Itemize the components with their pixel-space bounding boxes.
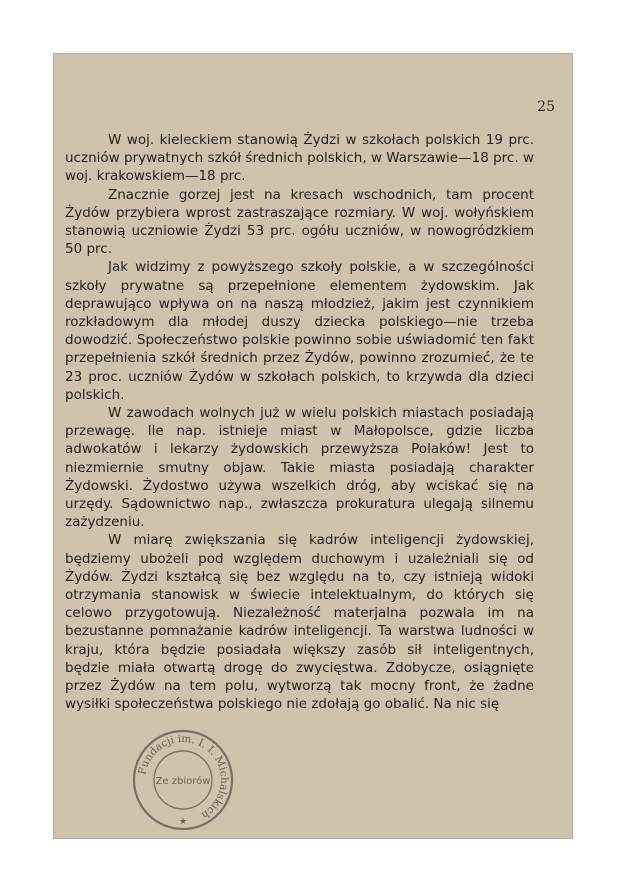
- paragraph-4: W zawodach wolnych już w wielu polskich miastach posiadają przewagę. Ile nap. istnieje miast w Małopolsce, gdzie liczba adwokatów i lekarzy żydowskich przewyższa Polaków! Jest to niezmiernie smutny objaw. Takie miasta posiadają charakter Żydowski. Żydostwo używa wszelkich dróg, aby wciskać się na urzędy. Sądownictwo nap., zwłaszcza prokuratura ulegają silnemu zażydzeniu.: [65, 405, 534, 531]
- paragraph-3: Jak widzimy z powyższego szkoły polskie, a w szczególności szkoły prywatne są przepełnione elementem żydowskim. Jak deprawująco wpływa on na naszą młodzież, jakim jest czynnikiem rozkładowym dla młodej duszy dziecka polskiego—nie trzeba dowodzić. Społeczeństwo polskie powinno sobie uświadomić ten fakt przepełnienia szkół średnich przez Żydów, powinno zrozumieć, że te 23 proc. uczniów Żydów w szkołach polskich, to krzywda dla dzieci polskich.: [65, 259, 534, 403]
- star-icon: ★: [178, 817, 188, 827]
- paragraph-5: W miarę zwiększania się kadrów inteligencji żydowskiej, będziemy ubożeli pod względem duchowym i uzależniali się od Żydów. Żydzi kształcą się bez względu na to, czy istnieją widoki otrzymania stanowisk w świecie intelektualnym, do których się celowo przygotowują. Niezależność materjalna pozwala im na bezustanne pomnażanie kadrów inteligencji. Ta warstwa ludności w kraju, która będzie posiadała większy zasób sił inteligentnych, będzie miała otwartą drogę do zwycięstwa. Zdobycze, osiągnięte przez Żydów na tem polu, wytworzą tak mocny front, że żadne wysiłki społeczeństwa polskiego nie zdołają go obalić. Na nic się: [65, 532, 534, 713]
- paragraph-2: Znacznie gorzej jest na kresach wschodnich, tam procent Żydów przybiera wprost zastraszające rozmiary. W woj. wołyńskiem stanowią uczniowie Żydzi 53 prc. ogółu uczniów, w nowogródzkiem 50 prc.: [65, 186, 534, 258]
- body-text: [65, 131, 534, 714]
- paragraph-1: W woj. kieleckiem stanowią Żydzi w szkołach polskich 19 prc. uczniów prywatnych szkół średnich polskich, w Warszawie—18 prc. w woj. krakowskiem—18 prc.: [65, 132, 534, 185]
- book-page: [53, 53, 573, 839]
- stamp-ring-text: Fundacji im. I. I. Michalskich: [136, 732, 231, 822]
- stamp-center-text: Ze zbiorów: [155, 776, 211, 787]
- page-number: 25: [537, 99, 555, 115]
- library-stamp: [131, 728, 235, 832]
